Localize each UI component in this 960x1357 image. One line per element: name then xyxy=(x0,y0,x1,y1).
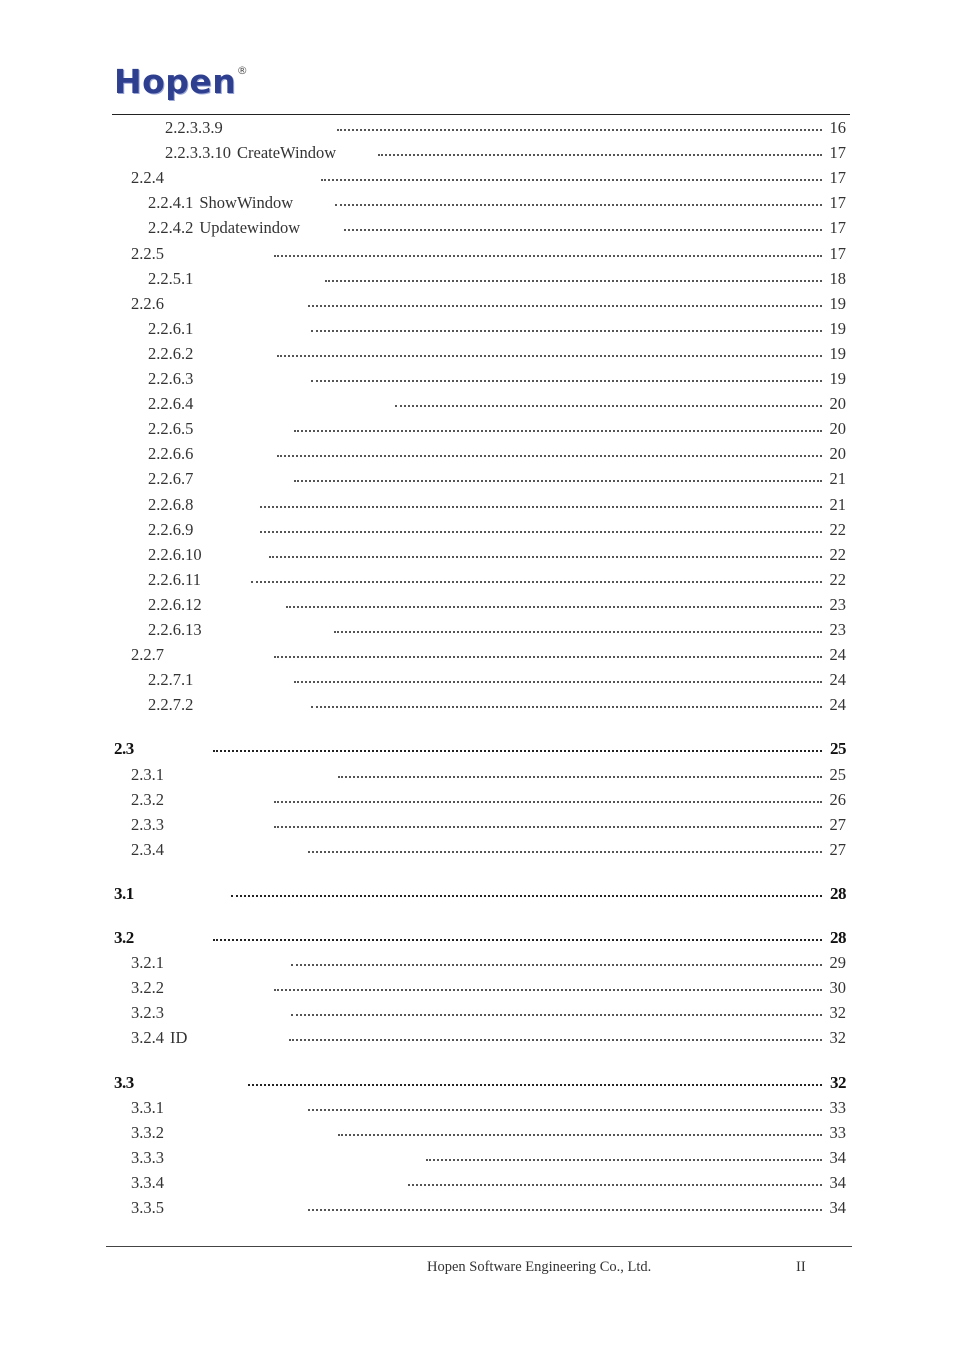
toc-entry-number: 3.2.2 xyxy=(131,978,164,998)
toc-entry-page: 27 xyxy=(829,814,846,834)
toc-entry[interactable] xyxy=(0,1172,846,1194)
toc-entry-number: 2.2.6.13 xyxy=(148,620,202,639)
toc-entry-number: 2.3.4 xyxy=(131,839,164,859)
toc-entry-number: 3.3.5 xyxy=(131,1198,164,1217)
toc-entry-number: 2.2.6.4 xyxy=(148,394,194,414)
toc-entry[interactable] xyxy=(0,839,846,861)
toc-entry-page: 34 xyxy=(829,1198,846,1217)
toc-entry[interactable] xyxy=(0,619,846,641)
toc-entry[interactable] xyxy=(0,192,846,214)
toc-entry-page: 23 xyxy=(829,620,846,639)
toc-entry[interactable] xyxy=(0,977,846,999)
toc-entry-page: 34 xyxy=(829,1172,846,1192)
toc-entry-title: Updatewindow xyxy=(199,218,301,238)
registered-mark: ® xyxy=(236,64,249,77)
toc-entry-page: 17 xyxy=(829,243,846,263)
toc-entry-page: 24 xyxy=(829,645,846,665)
toc-entry-page: 29 xyxy=(829,953,846,973)
toc-entry-title: ShowWindow xyxy=(199,193,294,213)
toc-dot-leader xyxy=(335,204,822,206)
toc-entry-title: CreateWindow xyxy=(237,143,337,163)
toc-dot-leader xyxy=(338,776,822,778)
hopen-logo xyxy=(114,62,249,101)
toc-entry-number: 2.2.6.9 xyxy=(148,519,194,539)
toc-entry[interactable] xyxy=(0,1197,846,1219)
toc-dot-leader xyxy=(308,1209,822,1211)
toc-entry[interactable] xyxy=(0,927,846,949)
toc-dot-leader xyxy=(274,801,822,803)
toc-dot-leader xyxy=(308,305,822,307)
toc-entry[interactable] xyxy=(0,1097,846,1119)
toc-entry-number: 3.2.3 xyxy=(131,1003,164,1023)
toc-dot-leader xyxy=(395,405,822,407)
toc-entry-number: 2.2.3.3.10 xyxy=(165,143,231,163)
toc-dot-leader xyxy=(289,1039,822,1041)
toc-dot-leader xyxy=(213,750,822,752)
toc-entry-number: 2.2.4 xyxy=(131,168,164,188)
toc-entry-page: 17 xyxy=(829,143,846,163)
toc-dot-leader xyxy=(311,330,822,332)
footer-rule xyxy=(106,1246,852,1247)
toc-dot-leader xyxy=(344,229,822,231)
toc-entry[interactable] xyxy=(0,468,846,490)
toc-entry-number: 3.3.1 xyxy=(131,1097,164,1117)
toc-entry-number: 3.3 xyxy=(114,1072,134,1092)
toc-entry[interactable] xyxy=(0,243,846,265)
toc-entry-number: 3.1 xyxy=(114,883,134,903)
toc-entry-number: 3.2.1 xyxy=(131,953,164,973)
toc-entry-number: 3.2 xyxy=(114,928,134,947)
toc-entry[interactable] xyxy=(0,1002,846,1024)
toc-entry-page: 19 xyxy=(829,343,846,363)
toc-entry[interactable] xyxy=(0,883,846,905)
toc-entry[interactable] xyxy=(0,393,846,415)
toc-dot-leader xyxy=(294,480,822,482)
toc-entry-number: 2.2.5.1 xyxy=(148,268,194,288)
toc-entry-number: 2.2.6.2 xyxy=(148,343,194,363)
toc-entry-number: 2.2.7 xyxy=(131,645,164,665)
footer-company: Hopen Software Engineering Co., Ltd. xyxy=(427,1259,652,1275)
toc-entry[interactable] xyxy=(0,764,846,786)
toc-dot-leader xyxy=(294,681,822,683)
toc-entry-page: 34 xyxy=(829,1147,846,1167)
toc-entry-number: 2.2.5 xyxy=(131,243,164,263)
toc-entry-number: 2.3.2 xyxy=(131,789,164,809)
toc-entry[interactable] xyxy=(0,368,846,390)
toc-entry-page: 33 xyxy=(829,1122,846,1142)
toc-dot-leader xyxy=(321,179,822,181)
toc-entry-number: 2.2.6.12 xyxy=(148,594,202,614)
toc-dot-leader xyxy=(308,851,822,853)
toc-entry-page: 20 xyxy=(829,419,846,439)
toc-entry[interactable] xyxy=(0,268,846,290)
toc-dot-leader xyxy=(231,895,822,897)
toc-dot-leader xyxy=(286,606,822,608)
toc-dot-leader xyxy=(291,1014,822,1016)
toc-dot-leader xyxy=(334,631,822,633)
toc-entry-number: 2.2.7.2 xyxy=(148,695,194,715)
toc-entry[interactable] xyxy=(0,669,846,691)
toc-entry[interactable] xyxy=(0,789,846,811)
toc-entry-page: 19 xyxy=(829,293,846,313)
toc-entry-number: 2.3 xyxy=(114,739,134,759)
toc-entry-page: 26 xyxy=(829,789,846,809)
toc-dot-leader xyxy=(277,355,822,357)
toc-entry[interactable] xyxy=(0,644,846,666)
toc-entry-number: 3.2.4 xyxy=(131,1028,164,1048)
toc-entry-number: 2.2.6.11 xyxy=(148,569,202,589)
toc-entry-page: 22 xyxy=(829,569,846,589)
toc-entry[interactable] xyxy=(0,1072,846,1094)
toc-entry-number: 2.2.3.3.9 xyxy=(165,118,223,137)
toc-entry-number: 2.2.6.5 xyxy=(148,419,194,439)
toc-entry-page: 21 xyxy=(829,469,846,489)
logo-text: Hopen xyxy=(114,62,237,101)
toc-entry-number: 2.2.6 xyxy=(131,293,164,313)
toc-dot-leader xyxy=(274,989,822,991)
toc-entry-number: 3.3.4 xyxy=(131,1172,164,1192)
toc-dot-leader xyxy=(426,1159,822,1161)
toc-entry-page: 25 xyxy=(830,739,846,759)
toc-entry[interactable] xyxy=(0,738,846,760)
toc-entry[interactable] xyxy=(0,1122,846,1144)
toc-dot-leader xyxy=(378,154,822,156)
toc-entry-page: 17 xyxy=(829,218,846,238)
toc-entry-page: 28 xyxy=(830,928,846,947)
toc-entry[interactable] xyxy=(0,1027,846,1049)
toc-entry-page: 23 xyxy=(829,594,846,614)
toc-entry-page: 24 xyxy=(829,695,846,715)
toc-entry-page: 30 xyxy=(829,978,846,998)
toc-dot-leader xyxy=(408,1184,822,1186)
toc-entry-page: 19 xyxy=(829,369,846,388)
toc-entry-number: 2.2.6.10 xyxy=(148,544,202,564)
toc-entry-number: 2.2.6.3 xyxy=(148,369,194,388)
toc-dot-leader xyxy=(269,556,822,558)
toc-dot-leader xyxy=(274,826,822,828)
toc-dot-leader xyxy=(260,506,822,508)
toc-entry-number: 2.2.7.1 xyxy=(148,670,194,690)
toc-entry[interactable] xyxy=(0,343,846,365)
toc-entry-number: 2.2.6.8 xyxy=(148,494,194,514)
toc-entry-number: 3.3.3 xyxy=(131,1147,164,1167)
toc-dot-leader xyxy=(248,1084,822,1086)
toc-entry-number: 2.2.4.2 xyxy=(148,218,194,238)
toc-entry-number: 2.3.3 xyxy=(131,814,164,834)
toc-entry-page: 20 xyxy=(829,444,846,464)
toc-entry-page: 33 xyxy=(829,1097,846,1117)
toc-entry[interactable] xyxy=(0,952,846,974)
toc-entry-number: 2.2.4.1 xyxy=(148,193,194,213)
toc-dot-leader xyxy=(338,1134,822,1136)
toc-entry[interactable] xyxy=(0,318,846,340)
toc-entry-number: 2.2.6.7 xyxy=(148,469,194,489)
toc-dot-leader xyxy=(260,531,822,533)
toc-entry[interactable] xyxy=(0,418,846,440)
toc-entry-page: 20 xyxy=(829,394,846,414)
toc-entry[interactable] xyxy=(0,569,846,591)
toc-entry[interactable] xyxy=(0,519,846,541)
toc-entry-page: 19 xyxy=(829,318,846,338)
toc-entry[interactable] xyxy=(0,494,846,516)
toc-dot-leader xyxy=(274,255,822,257)
toc-entry[interactable] xyxy=(0,217,846,239)
toc-entry[interactable] xyxy=(0,117,846,139)
toc-entry-page: 16 xyxy=(829,118,846,137)
toc-dot-leader xyxy=(311,706,822,708)
toc-entry-page: 28 xyxy=(830,883,846,903)
toc-dot-leader xyxy=(337,129,822,131)
toc-entry-page: 32 xyxy=(829,1003,846,1023)
toc-entry[interactable] xyxy=(0,142,846,164)
toc-entry-page: 21 xyxy=(829,494,846,514)
toc-entry-page: 17 xyxy=(829,168,846,188)
toc-entry-number: 2.2.6.1 xyxy=(148,318,194,338)
toc-entry-number: 3.3.2 xyxy=(131,1122,164,1142)
toc-dot-leader xyxy=(213,939,822,941)
toc-entry-number: 2.2.6.6 xyxy=(148,444,194,464)
toc-entry[interactable] xyxy=(0,443,846,465)
toc-dot-leader xyxy=(274,656,822,658)
toc-entry[interactable] xyxy=(0,167,846,189)
toc-entry-page: 18 xyxy=(829,268,846,288)
toc-dot-leader xyxy=(325,280,822,282)
toc-entry-page: 17 xyxy=(829,193,846,213)
toc-dot-leader xyxy=(308,1109,822,1111)
toc-entry-number: 2.3.1 xyxy=(131,764,164,784)
toc-entry-page: 22 xyxy=(829,544,846,564)
toc-entry[interactable] xyxy=(0,814,846,836)
toc-entry-page: 24 xyxy=(829,670,846,690)
toc-entry[interactable] xyxy=(0,694,846,716)
toc-entry[interactable] xyxy=(0,1147,846,1169)
toc-entry-title: ID xyxy=(170,1028,188,1048)
toc-entry-page: 32 xyxy=(829,1028,846,1048)
header-rule xyxy=(112,114,850,115)
toc-entry-page: 25 xyxy=(829,764,846,784)
toc-dot-leader xyxy=(291,964,822,966)
toc-dot-leader xyxy=(294,430,822,432)
footer-page-number: II xyxy=(796,1259,806,1275)
toc-entry[interactable] xyxy=(0,594,846,616)
toc-dot-leader xyxy=(251,581,822,583)
toc-entry[interactable] xyxy=(0,293,846,315)
toc-entry-page: 27 xyxy=(829,839,846,859)
toc-entry-page: 32 xyxy=(830,1072,846,1092)
toc-entry-page: 22 xyxy=(829,519,846,539)
toc-dot-leader xyxy=(311,380,822,382)
toc-dot-leader xyxy=(277,455,822,457)
toc-entry[interactable] xyxy=(0,544,846,566)
